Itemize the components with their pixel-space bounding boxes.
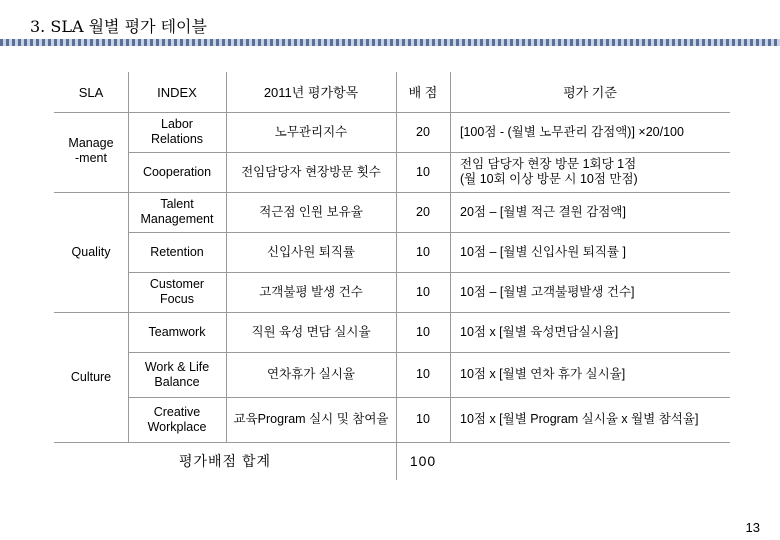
title-underline <box>0 39 780 46</box>
header-item: 2011년 평가항목 <box>263 84 359 100</box>
table-row-item: 적근점 인원 보유율 <box>259 204 363 219</box>
table-row-score: 10 <box>416 164 430 179</box>
table-row-score: 10 <box>416 367 430 381</box>
table-row-item: 신입사원 퇴직률 <box>267 244 355 259</box>
table-row-index: Retention <box>150 244 204 259</box>
table-row-criteria: 10점 x [월별 연차 휴가 실시율] <box>460 367 626 381</box>
table-row-index: Teamwork <box>148 324 206 339</box>
table-row-criteria: 10점 x [월별 육성면담실시율] <box>460 324 619 339</box>
table-row-index: Talent Management <box>140 197 214 226</box>
page-title: 3. SLA 월별 평가 테이블 <box>30 17 207 36</box>
table-row-score: 10 <box>416 324 430 339</box>
header-sla: SLA <box>78 84 104 100</box>
sla-group-culture: Culture <box>70 369 112 384</box>
table-row-index: Customer Focus <box>149 277 205 306</box>
table-row-criteria: 10점 x [월별 Program 실시율 x 월별 참석율] <box>460 412 699 426</box>
table-row-criteria: 10점 – [월별 신입사원 퇴직률 ] <box>460 244 626 259</box>
table-rule <box>450 72 451 442</box>
sla-group-management: Manage -ment <box>68 136 114 165</box>
sla-group-quality: Quality <box>71 244 111 259</box>
table-row-score: 20 <box>416 204 430 219</box>
table-row-item: 노무관리지수 <box>274 124 348 139</box>
table-row-score: 20 <box>416 124 430 139</box>
table-row-score: 10 <box>416 412 430 426</box>
total-label: 평가배점 합계 <box>178 452 272 469</box>
table-row-index: Labor Relations <box>150 117 204 146</box>
table-row-score: 10 <box>416 284 430 299</box>
sla-table <box>54 72 730 480</box>
table-row-index: Cooperation <box>142 164 212 179</box>
table-row-item: 연차휴가 실시율 <box>267 367 355 381</box>
table-row-item: 직원 육성 면담 실시율 <box>251 324 371 339</box>
table-row-criteria: [100점 - (월별 노무관리 감점액)] ×20/100 <box>460 124 684 139</box>
table-row-index: Work & Life Balance <box>144 359 210 389</box>
table-row-item: 전임담당자 현장방문 횟수 <box>241 164 381 179</box>
table-row-criteria: 20점 – [월별 적근 결원 감점액] <box>460 204 626 219</box>
table-row-criteria: 전임 담당자 현장 방문 1회당 1점 (월 10회 이상 방문 시 10점 만점) <box>460 157 638 186</box>
total-score: 100 <box>409 452 437 469</box>
page-number: 13 <box>745 520 760 535</box>
table-row-score: 10 <box>416 244 430 259</box>
table-row-item: 교육Program 실시 및 참여율 <box>233 412 389 426</box>
table-row-index: Creative Workplace <box>147 404 207 434</box>
header-criteria: 평가 기준 <box>563 84 617 100</box>
header-index: INDEX <box>157 84 197 100</box>
header-score: 배 점 <box>408 84 438 100</box>
table-row-item: 고객불평 발생 건수 <box>259 284 363 299</box>
table-row-criteria: 10점 – [월별 고객불평발생 건수] <box>460 284 635 299</box>
